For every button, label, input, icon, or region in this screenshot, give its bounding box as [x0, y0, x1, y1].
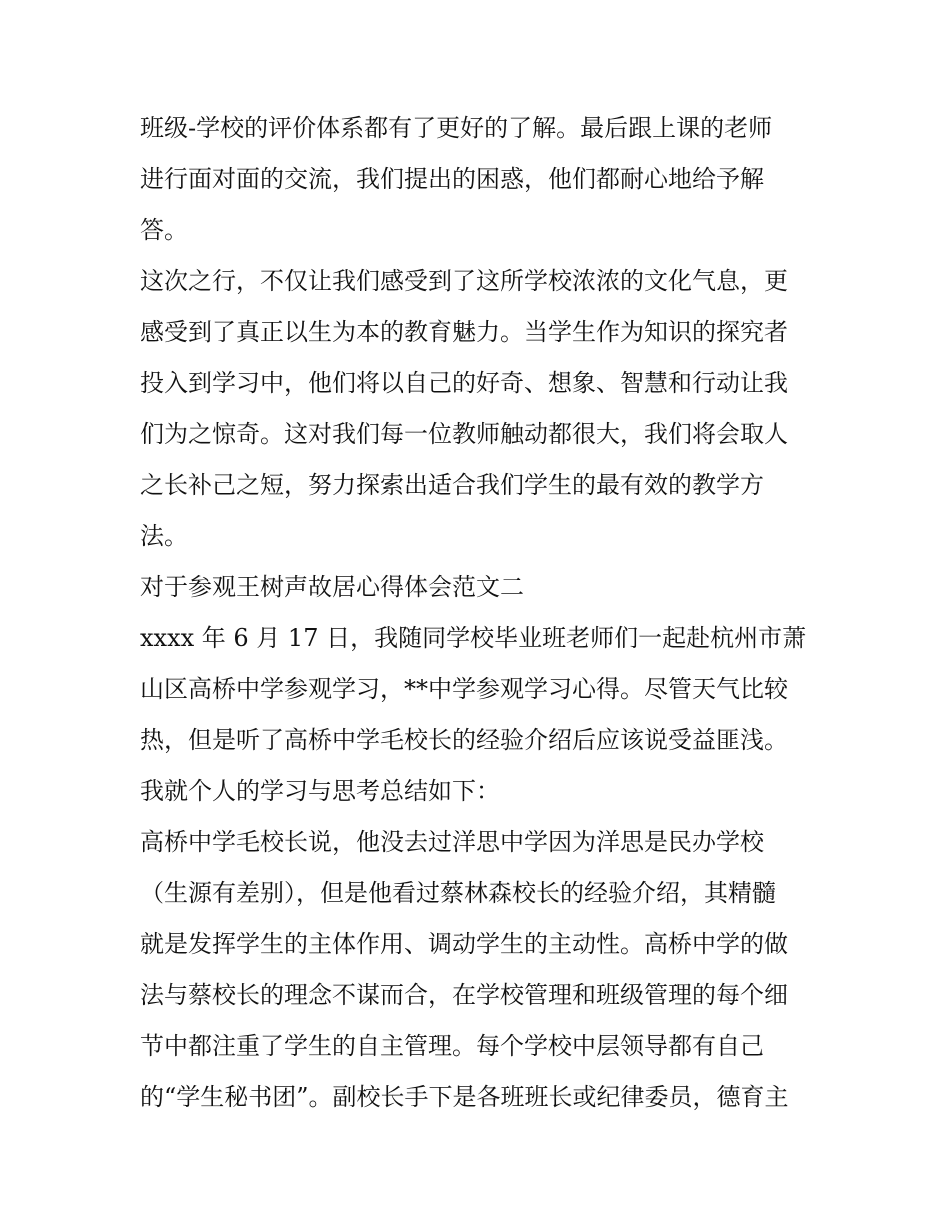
text-line: 法。: [140, 522, 188, 550]
text-line: xxxx 年 6 月 17 日，我随同学校毕业班老师们一起赴杭州市萧: [140, 624, 807, 652]
text-line: 们为之惊奇。这对我们每一位教师触动都很大，我们将会取人: [140, 420, 788, 448]
text-line: 感受到了真正以生为本的教育魅力。当学生作为知识的探究者: [140, 318, 788, 346]
text-line: 之长补己之短，努力探索出适合我们学生的最有效的教学方: [140, 471, 764, 499]
text-line: 节中都注重了学生的自主管理。每个学校中层领导都有自己: [140, 1032, 764, 1060]
text-line: （生源有差别），但是他看过蔡林森校长的经验介绍，其精髓: [140, 879, 776, 907]
text-line: 热，但是听了高桥中学毛校长的经验介绍后应该说受益匪浅。: [140, 726, 788, 754]
text-line: 高桥中学毛校长说，他没去过洋思中学因为洋思是民办学校: [140, 828, 764, 856]
text-line: 班级-学校的评价体系都有了更好的了解。最后跟上课的老师: [140, 114, 773, 142]
body-text: [140, 103, 820, 1123]
text-line: 这次之行，不仅让我们感受到了这所学校浓浓的文化气息，更: [140, 267, 788, 295]
text-line: 我就个人的学习与思考总结如下：: [140, 777, 500, 805]
text-line: 法与蔡校长的理念不谋而合，在学校管理和班级管理的每个细: [140, 981, 788, 1009]
section-heading: 对于参观王树声故居心得体会范文二: [140, 573, 524, 601]
text-line: 的“学生秘书团”。副校长手下是各班班长或纪律委员，德育主: [140, 1083, 789, 1111]
text-line: 投入到学习中，他们将以自己的好奇、想象、智慧和行动让我: [140, 369, 788, 397]
text-line: 山区高桥中学参观学习，**中学参观学习心得。尽管天气比较: [140, 675, 788, 703]
text-line: 就是发挥学生的主体作用、调动学生的主动性。高桥中学的做: [140, 930, 788, 958]
text-line: 进行面对面的交流，我们提出的困惑，他们都耐心地给予解: [140, 165, 764, 193]
text-line: 答。: [140, 216, 188, 244]
